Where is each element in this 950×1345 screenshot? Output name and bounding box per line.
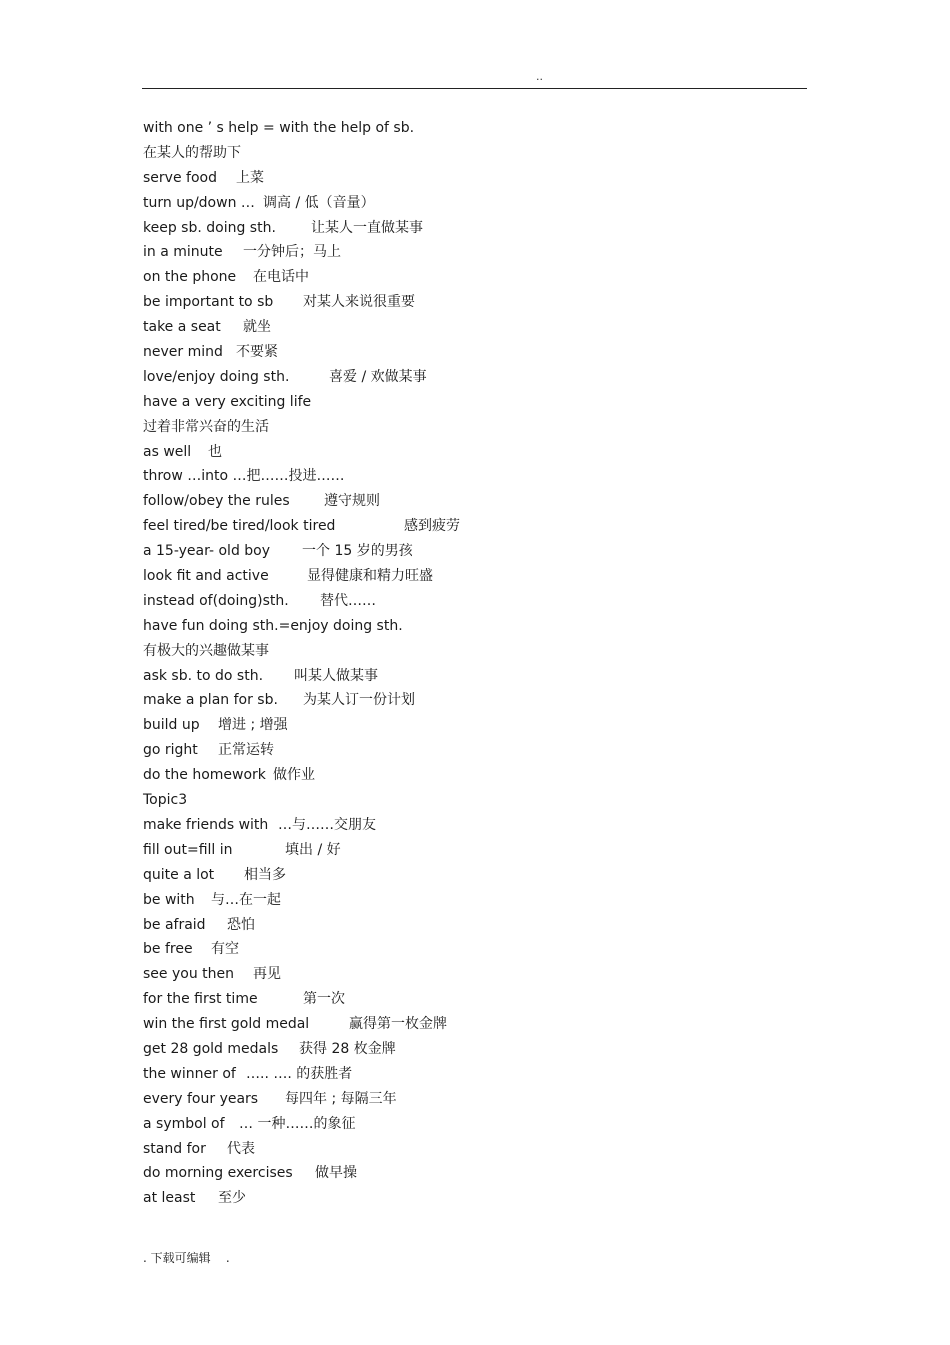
vocab-meaning: 做早操 (315, 1165, 357, 1182)
vocab-phrase: take a seat (143, 319, 221, 336)
vocab-line (143, 116, 803, 141)
vocab-line (143, 1112, 803, 1137)
vocab-phrase: win the first gold medal (143, 1016, 310, 1033)
vocab-phrase: Topic3 (143, 792, 188, 809)
vocab-phrase: make a plan for sb. (143, 692, 278, 709)
vocab-line (143, 813, 803, 838)
footer-note: . 下载可编辑 . (143, 1251, 230, 1265)
vocab-meaning: … 一种……的象征 (239, 1115, 356, 1132)
vocab-phrase: on the phone (143, 269, 237, 286)
vocab-line (143, 440, 803, 465)
vocab-line (143, 1062, 803, 1087)
vocab-phrase: keep sb. doing sth. (143, 219, 276, 236)
vocab-line (143, 589, 803, 614)
vocab-meaning: 喜爱 / 欢做某事 (329, 368, 427, 385)
vocab-line (143, 738, 803, 763)
vocab-line (143, 265, 803, 290)
vocab-phrase: do the homework (143, 767, 266, 784)
vocab-phrase: instead of(doing)sth. (143, 592, 289, 609)
vocab-phrase: never mind (143, 344, 223, 361)
vocab-line (143, 1137, 803, 1162)
vocab-phrase: every four years (143, 1090, 259, 1107)
vocab-line (143, 240, 803, 265)
vocab-meaning: 正常运转 (218, 742, 274, 759)
vocab-line (143, 1186, 803, 1211)
vocab-phrase: stand for (143, 1140, 206, 1157)
vocab-phrase: go right (143, 742, 198, 759)
vocab-phrase: with one ’ s help = with the help of sb. (143, 120, 415, 136)
vocab-phrase: 过着非常兴奋的生活 (143, 418, 269, 435)
vocab-meaning: 再见 (253, 966, 281, 983)
vocab-line (143, 464, 803, 489)
vocab-line (143, 1037, 803, 1062)
vocab-meaning: 每四年 ; 每隔三年 (285, 1090, 397, 1107)
vocab-line (143, 713, 803, 738)
vocab-line (143, 664, 803, 689)
vocab-phrase: feel tired/be tired/look tired (143, 518, 336, 535)
vocab-meaning: 相当多 (244, 866, 286, 883)
vocab-line (143, 216, 803, 241)
vocab-line (143, 987, 803, 1012)
vocab-line (143, 1012, 803, 1037)
vocab-line (143, 788, 803, 813)
vocab-phrase: get 28 gold medals (143, 1040, 279, 1057)
vocab-meaning: 叫某人做某事 (294, 667, 378, 684)
vocab-meaning: 也 (208, 443, 222, 460)
vocab-phrase: be afraid (143, 916, 206, 933)
vocab-phrase: 在某人的帮助下 (143, 144, 241, 161)
vocab-meaning: 代表 (227, 1140, 255, 1157)
vocab-meaning: 一分钟后；马上 (243, 244, 341, 261)
vocab-phrase: at least (143, 1190, 196, 1207)
vocab-meaning: 第一次 (303, 991, 345, 1008)
vocab-meaning: 增进 ; 增强 (218, 717, 288, 734)
header-mark: .. (536, 70, 543, 83)
vocab-meaning: ….. …. 的获胜者 (246, 1065, 353, 1082)
vocab-line (143, 191, 803, 216)
vocab-line (143, 564, 803, 589)
vocab-line (143, 1161, 803, 1186)
vocab-phrase: 有极大的兴趣做某事 (143, 642, 269, 659)
vocab-meaning: 让某人一直做某事 (311, 219, 423, 236)
vocab-phrase: build up (143, 717, 200, 734)
vocab-meaning: 就坐 (243, 319, 271, 336)
vocab-meaning: 填出 / 好 (285, 841, 341, 858)
vocab-meaning: 显得健康和精力旺盛 (307, 568, 433, 585)
vocab-line (143, 390, 803, 415)
vocab-line (143, 639, 803, 664)
vocab-meaning: 感到疲劳 (404, 518, 460, 535)
vocab-phrase: follow/obey the rules (143, 493, 290, 510)
vocab-line (143, 1087, 803, 1112)
vocab-line (143, 688, 803, 713)
vocab-line (143, 489, 803, 514)
vocab-phrase: throw …into …把……投进…… (143, 468, 345, 485)
vocab-meaning: 获得 28 枚金牌 (299, 1040, 396, 1057)
vocab-line (143, 937, 803, 962)
vocab-phrase: see you then (143, 966, 234, 983)
header-rule (142, 88, 807, 89)
vocab-meaning: 做作业 (273, 767, 315, 784)
vocab-meaning: 遵守规则 (324, 493, 380, 510)
vocab-phrase: make friends with (143, 816, 269, 833)
vocab-line (143, 315, 803, 340)
vocab-meaning: 与…在一起 (211, 891, 281, 908)
vocab-phrase: look fit and active (143, 568, 269, 585)
vocab-meaning: 为某人订一份计划 (303, 692, 415, 709)
vocab-phrase: do morning exercises (143, 1165, 293, 1182)
vocab-phrase: turn up/down … (143, 194, 255, 211)
vocab-line (143, 415, 803, 440)
vocab-phrase: quite a lot (143, 866, 215, 883)
vocab-phrase: a symbol of (143, 1115, 225, 1132)
vocab-meaning: …与……交朋友 (278, 816, 376, 833)
vocab-line (143, 838, 803, 863)
vocab-phrase: serve food (143, 169, 217, 186)
vocab-meaning: 至少 (218, 1190, 246, 1207)
vocab-line (143, 141, 803, 166)
vocab-phrase: be with (143, 891, 195, 908)
vocab-meaning: 有空 (211, 941, 239, 958)
vocab-line (143, 365, 803, 390)
vocab-line (143, 863, 803, 888)
vocab-meaning: 上菜 (236, 169, 264, 186)
vocab-phrase: be important to sb (143, 294, 274, 311)
vocab-meaning: 调高 / 低（音量） (263, 194, 375, 211)
vocab-phrase: for the first time (143, 991, 258, 1008)
vocabulary-list (143, 116, 803, 1211)
vocab-meaning: 一个 15 岁的男孩 (302, 543, 413, 560)
vocab-line (143, 514, 803, 539)
vocab-meaning: 在电话中 (253, 269, 309, 286)
vocab-meaning: 恐怕 (227, 916, 255, 933)
vocab-meaning: 对某人来说很重要 (303, 294, 415, 311)
vocab-meaning: 不要紧 (236, 344, 278, 361)
vocab-line (143, 888, 803, 913)
vocab-line (143, 962, 803, 987)
vocab-line (143, 166, 803, 191)
vocab-line (143, 763, 803, 788)
vocab-phrase: have a very exciting life (143, 393, 312, 410)
vocab-phrase: the winner of (143, 1065, 236, 1082)
vocab-phrase: a 15-year- old boy (143, 543, 271, 560)
vocab-line (143, 614, 803, 639)
vocab-phrase: in a minute (143, 244, 223, 261)
vocab-phrase: love/enjoy doing sth. (143, 368, 290, 385)
vocab-phrase: as well (143, 443, 192, 460)
vocab-line (143, 913, 803, 938)
vocab-meaning: 替代…… (320, 592, 376, 609)
vocab-line (143, 539, 803, 564)
vocab-phrase: have fun doing sth.=enjoy doing sth. (143, 617, 403, 634)
vocab-line (143, 340, 803, 365)
vocab-phrase: fill out=fill in (143, 841, 233, 858)
vocab-phrase: ask sb. to do sth. (143, 667, 264, 684)
vocab-phrase: be free (143, 941, 193, 958)
vocab-meaning: 赢得第一枚金牌 (349, 1016, 447, 1033)
vocab-line (143, 290, 803, 315)
